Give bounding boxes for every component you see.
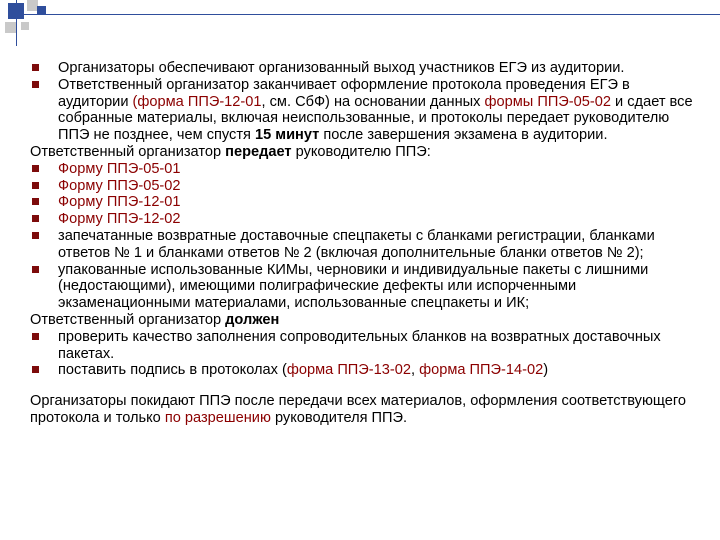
deco-square-grey-2: [5, 22, 16, 33]
bullet-item: [30, 362, 700, 379]
paragraph: [30, 393, 700, 427]
text-run: Ответственный организатор заканчивает оформление протокола проведения ЕГЭ в аудитории: [58, 76, 630, 110]
bullet-item: [30, 60, 700, 77]
highlighted-text: формы ППЭ-05-02: [484, 93, 611, 110]
text-run: и сдает все собранные материалы, включая неиспользованные, и протоколы передает руководителю ППЭ не позднее, чем спустя: [58, 93, 693, 144]
bullet-item: [30, 194, 700, 211]
text-run: после завершения экзамена в аудитории.: [319, 127, 608, 144]
bullet-item: [30, 262, 700, 312]
bullet-item: [30, 228, 700, 262]
text-run: Организаторы покидают ППЭ после передачи всех материалов, оформления соответствующего протокола и только: [30, 393, 686, 426]
highlighted-text: форма ППЭ-13-02: [286, 362, 411, 379]
deco-square-grey-3: [21, 22, 29, 30]
square-bullet-icon: [32, 266, 39, 273]
slide-text: [30, 60, 700, 427]
text-run: , см. СбФ) на основании данных: [261, 93, 485, 110]
bold-text: передает: [225, 143, 292, 160]
text-run: руководителя ППЭ.: [270, 409, 408, 426]
text-run: проверить качество заполнения сопроводительных бланков на возвратных доставочных пакетах.: [58, 328, 661, 362]
square-bullet-icon: [32, 198, 39, 205]
text-run: ): [543, 362, 549, 379]
bullet-item: [30, 77, 700, 144]
deco-square-grey-1: [27, 0, 38, 11]
square-bullet-icon: [32, 81, 39, 88]
text-run: Ответственный организатор: [30, 143, 226, 160]
highlighted-text: форма ППЭ-14-02: [419, 362, 544, 379]
text-run: ,: [410, 362, 420, 379]
highlighted-text: Форму ППЭ-12-01: [58, 194, 181, 211]
square-bullet-icon: [32, 165, 39, 172]
square-bullet-icon: [32, 333, 39, 340]
square-bullet-icon: [32, 215, 39, 222]
highlighted-text: (форма ППЭ-12-01: [132, 93, 262, 110]
bold-text: должен: [225, 311, 280, 328]
text-run: упакованные использованные КИМы, черновики и индивидуальные пакеты с лишними (недостающими), имеющими полиграфические дефекты или испорченными экзаменационными материалами, использованные спецпакеты и ИК;: [58, 261, 649, 312]
highlighted-text: Форму ППЭ-05-01: [58, 160, 181, 177]
highlighted-text: Форму ППЭ-12-02: [58, 211, 181, 228]
text-run: поставить подпись в протоколах (: [58, 362, 287, 379]
paragraph: [30, 312, 700, 329]
highlighted-text: Форму ППЭ-05-02: [58, 177, 181, 194]
paragraph: [30, 144, 700, 161]
text-run: Ответственный организатор: [30, 311, 226, 328]
square-bullet-icon: [32, 182, 39, 189]
bold-text: 15 минут: [254, 127, 320, 144]
bullet-item: [30, 161, 700, 178]
square-bullet-icon: [32, 366, 39, 373]
square-bullet-icon: [32, 232, 39, 239]
corner-decoration: [0, 0, 720, 48]
bullet-item: [30, 329, 700, 363]
deco-square-blue-2: [37, 6, 46, 15]
text-run: запечатанные возвратные доставочные спецпакеты с бланками регистрации, бланками ответов № 1 и бланками ответов № 2 (включая дополнительные бланки ответов № 2);: [58, 227, 655, 261]
text-run: руководителю ППЭ:: [291, 143, 431, 160]
square-bullet-icon: [32, 64, 39, 71]
text-run: Организаторы обеспечивают организованный выход участников ЕГЭ из аудитории.: [58, 60, 625, 76]
bullet-item: [30, 178, 700, 195]
highlighted-text: по разрешению: [164, 409, 271, 426]
bullet-item: [30, 211, 700, 228]
